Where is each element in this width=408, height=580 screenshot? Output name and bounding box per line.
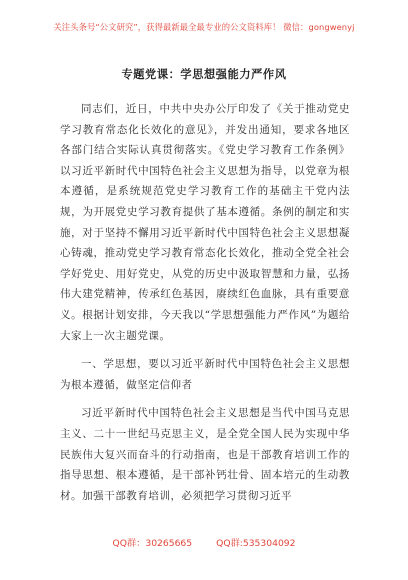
- body-paragraph-intro: 同志们，近日，中共中央办公厅印发了《关于推动党史学习教育常态化长效化的意见》，并发出通知，要求各地区各部门结合实际认真贯彻落实。《党史学习教育工作条例》以习近平新时代中国特色社会主义思想为指导，以党章为根本遵循，是系统规范党史学习教育工作的基础主干党内法规，为开展党史学习教育提供了基本遵循。条例的制定和实施，对于坚持不懈用习近平新时代中国特色社会主义思想凝心铸魂，推动党史学习教育常态化长效化，推动全党全社会学好党史、用好党史，从党的历史中汲取智慧和力量，弘扬伟大建党精神，传承红色基因，赓续红色血脉，具有重要意义。根据计划安排，今天我以“学思想强能力严作风”为题给大家上一次主题党课。: [60, 103, 350, 342]
- document-title: 专题党课：学思想强能力严作风: [121, 68, 287, 81]
- section-heading-1: 一、学思想，要以习近平新时代中国特色社会主义思想为根本遵循，做坚定信仰者: [60, 358, 350, 391]
- footer-qq-group-2: QQ群:535304092: [216, 538, 296, 549]
- body-paragraph-section-1: 习近平新时代中国特色社会主义思想是当代中国马克思主义、二十一世纪马克思主义，是全党全国人民为实现中华民族伟大复兴而奋斗的行动指南，也是干部教育培训工作的指导思想、根本遵循，是干部补钙壮骨、固本培元的生动教材。加强干部教育培训，必须把学习贯彻习近平: [60, 407, 350, 502]
- document-body: [60, 99, 350, 506]
- footer-contact: [0, 535, 408, 549]
- header-banner: 关注头条号“公文研究”，获得最新最全最专业的公文资料库！ 微信：gongwenyj: [53, 22, 355, 32]
- footer-qq-group-1: QQ群：30265665: [112, 538, 193, 549]
